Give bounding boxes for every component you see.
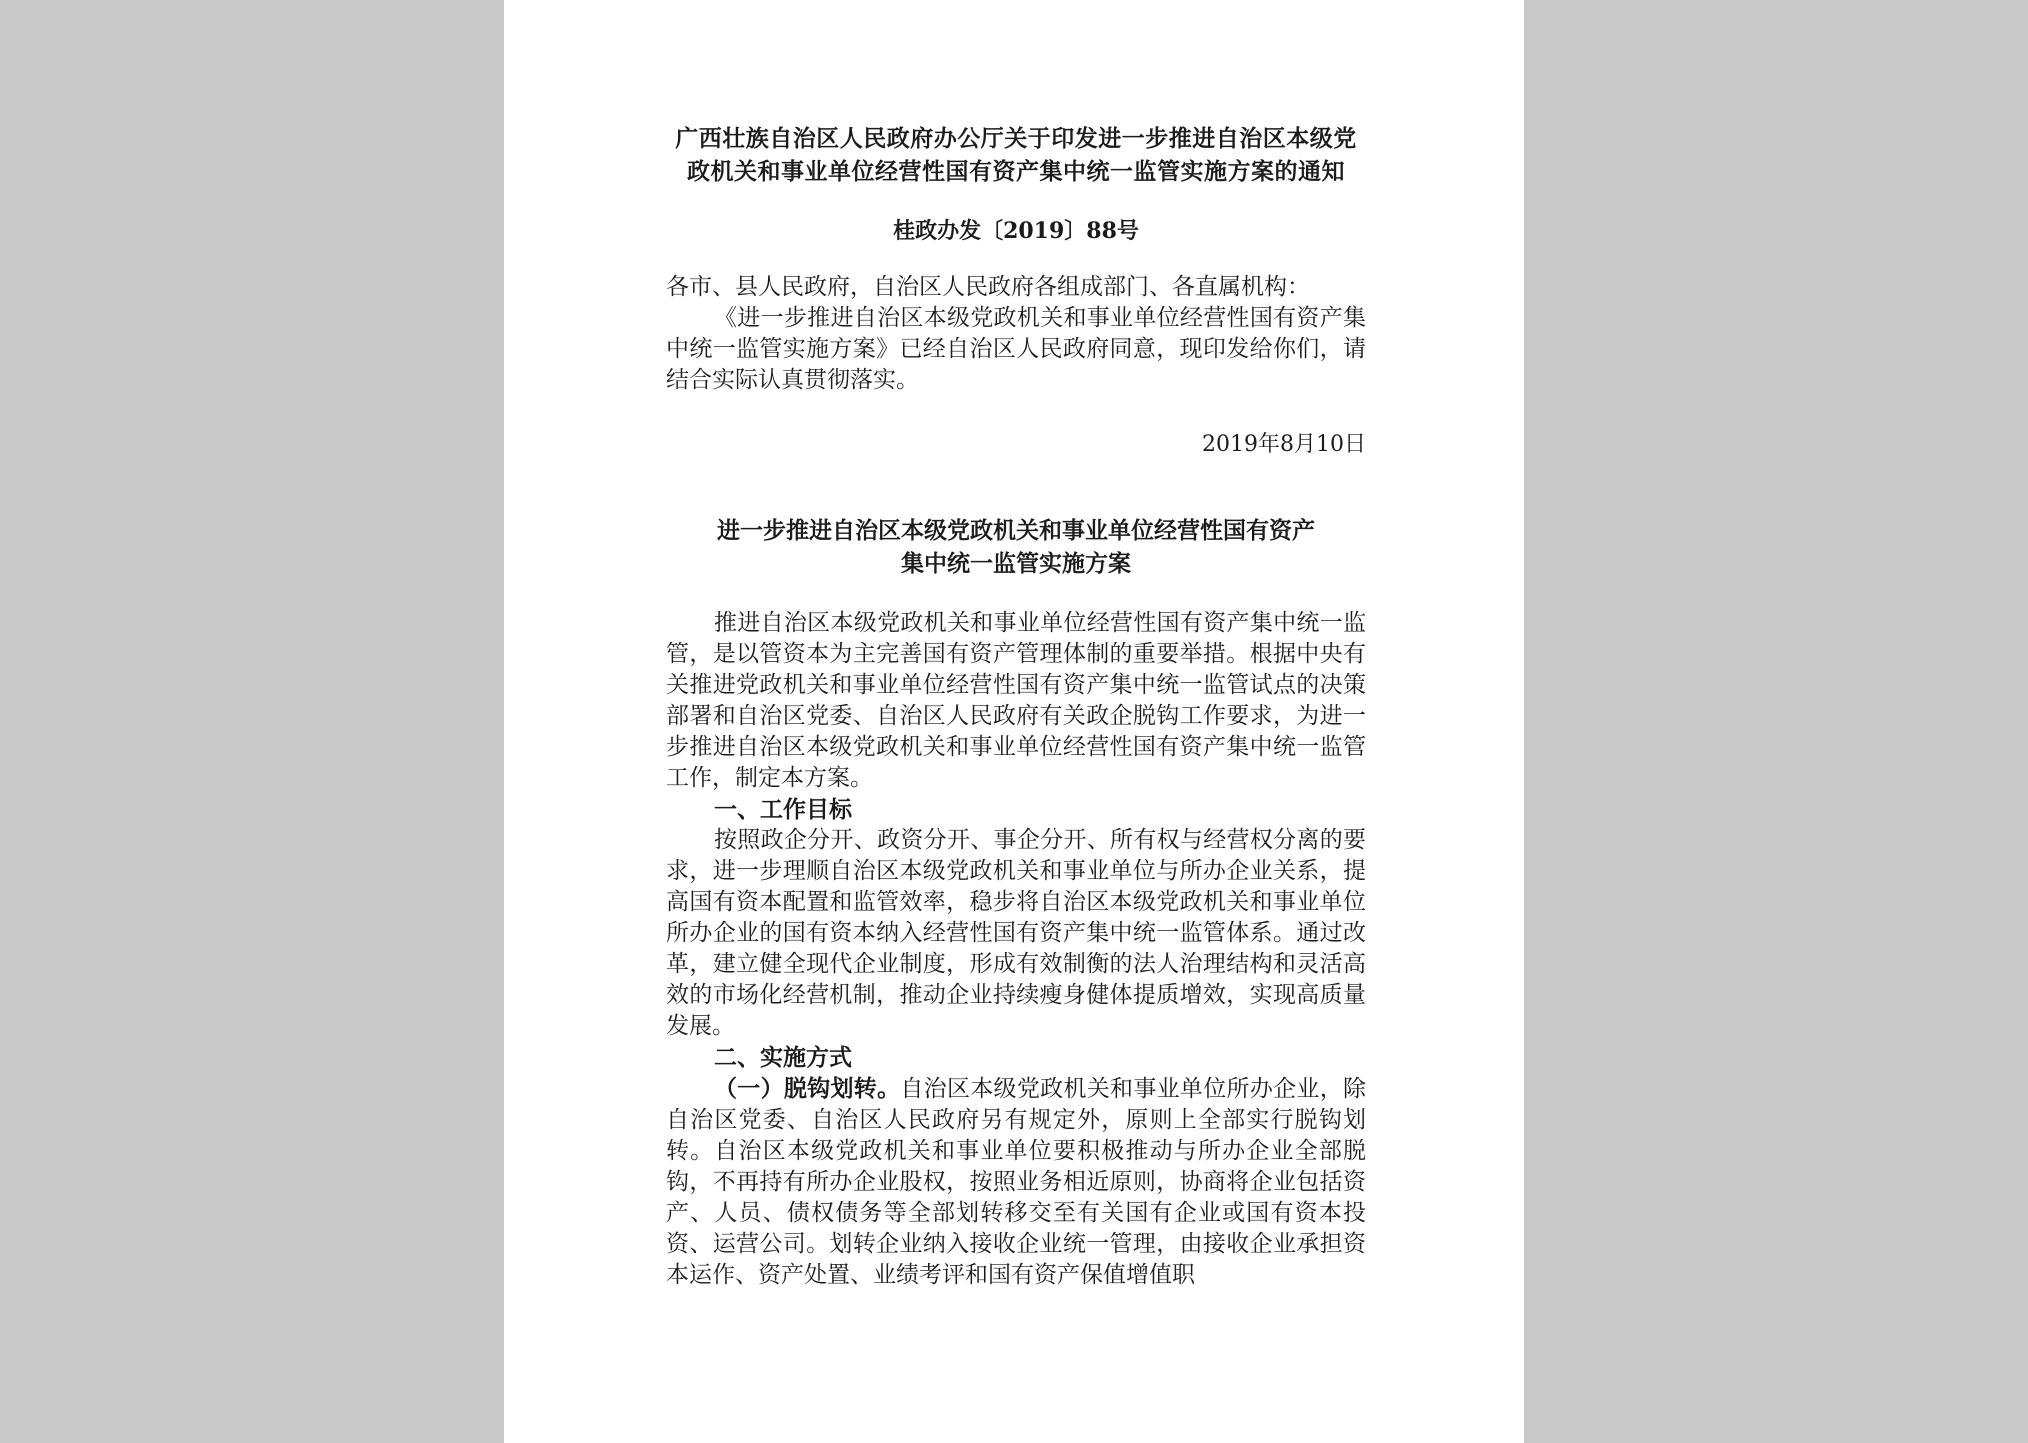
section-1-paragraph: 按照政企分开、政资分开、事企分开、所有权与经营权分离的要求，进一步理顺自治区本级党政机关和事业单位与所办企业关系，提高国有资本配置和监管效率，稳步将自治区本级党政机关和事业单位所办企业的国有资本纳入经营性国有资产集中统一监管体系。通过改革，建立健全现代企业制度，形成有效制衡的法人治理结构和灵活高效的市场化经营机制，推动企业持续瘦身健体提质增效，实现高质量发展。	[666, 827, 1366, 1039]
plan-title-line-1: 进一步推进自治区本级党政机关和事业单位经营性国有资产	[717, 517, 1315, 544]
subsection-1-label: （一）脱钩划转。	[714, 1075, 901, 1102]
document-page	[504, 0, 1524, 1443]
spacer	[666, 580, 1366, 608]
intro-paragraph: 推进自治区本级党政机关和事业单位经营性国有资产集中统一监管，是以管资本为主完善国有资产管理体制的重要举措。根据中央有关推进党政机关和事业单位经营性国有资产集中统一监管试点的决策部署和自治区党委、自治区人民政府有关政企脱钩工作要求，为进一步推进自治区本级党政机关和事业单位经营性国有资产集中统一监管工作，制定本方案。	[666, 610, 1366, 791]
addressee-line: 各市、县人民政府，自治区人民政府各组成部门、各直属机构：	[666, 274, 1310, 300]
plan-title-line-2: 集中统一监管实施方案	[901, 550, 1131, 577]
subsection-1-body: 自治区本级党政机关和事业单位所办企业，除自治区党委、自治区人民政府另有规定外，原则上全部实行脱钩划转。自治区本级党政机关和事业单位要积极推动与所办企业全部脱钩，不再持有所办企业股权，按照业务相近原则，协商将企业包括资产、人员、债权债务等全部划转移交至有关国有企业或国有资本投资、运营公司。划转企业纳入接收企业统一管理，由接收企业承担资本运作、资产处置、业绩考评和国有资产保值增值职	[666, 1076, 1367, 1288]
issue-date: 2019年8月10日	[1202, 432, 1366, 457]
document-number: 桂政办发〔2019〕88号	[893, 218, 1139, 244]
document-content	[666, 122, 1366, 1291]
section-2-heading: 二、实施方式	[714, 1044, 852, 1071]
subsection-1-paragraph	[666, 1073, 1366, 1291]
section-1-heading: 一、工作目标	[714, 796, 852, 823]
notice-body-paragraph: 《进一步推进自治区本级党政机关和事业单位经营性国有资产集中统一监管实施方案》已经自治区人民政府同意，现印发给你们，请结合实际认真贯彻落实。	[666, 305, 1366, 393]
plan-title	[666, 514, 1366, 580]
notice-title: 广西壮族自治区人民政府办公厅关于印发进一步推进自治区本级党政机关和事业单位经营性国有资产集中统一监管实施方案的通知	[675, 125, 1357, 185]
